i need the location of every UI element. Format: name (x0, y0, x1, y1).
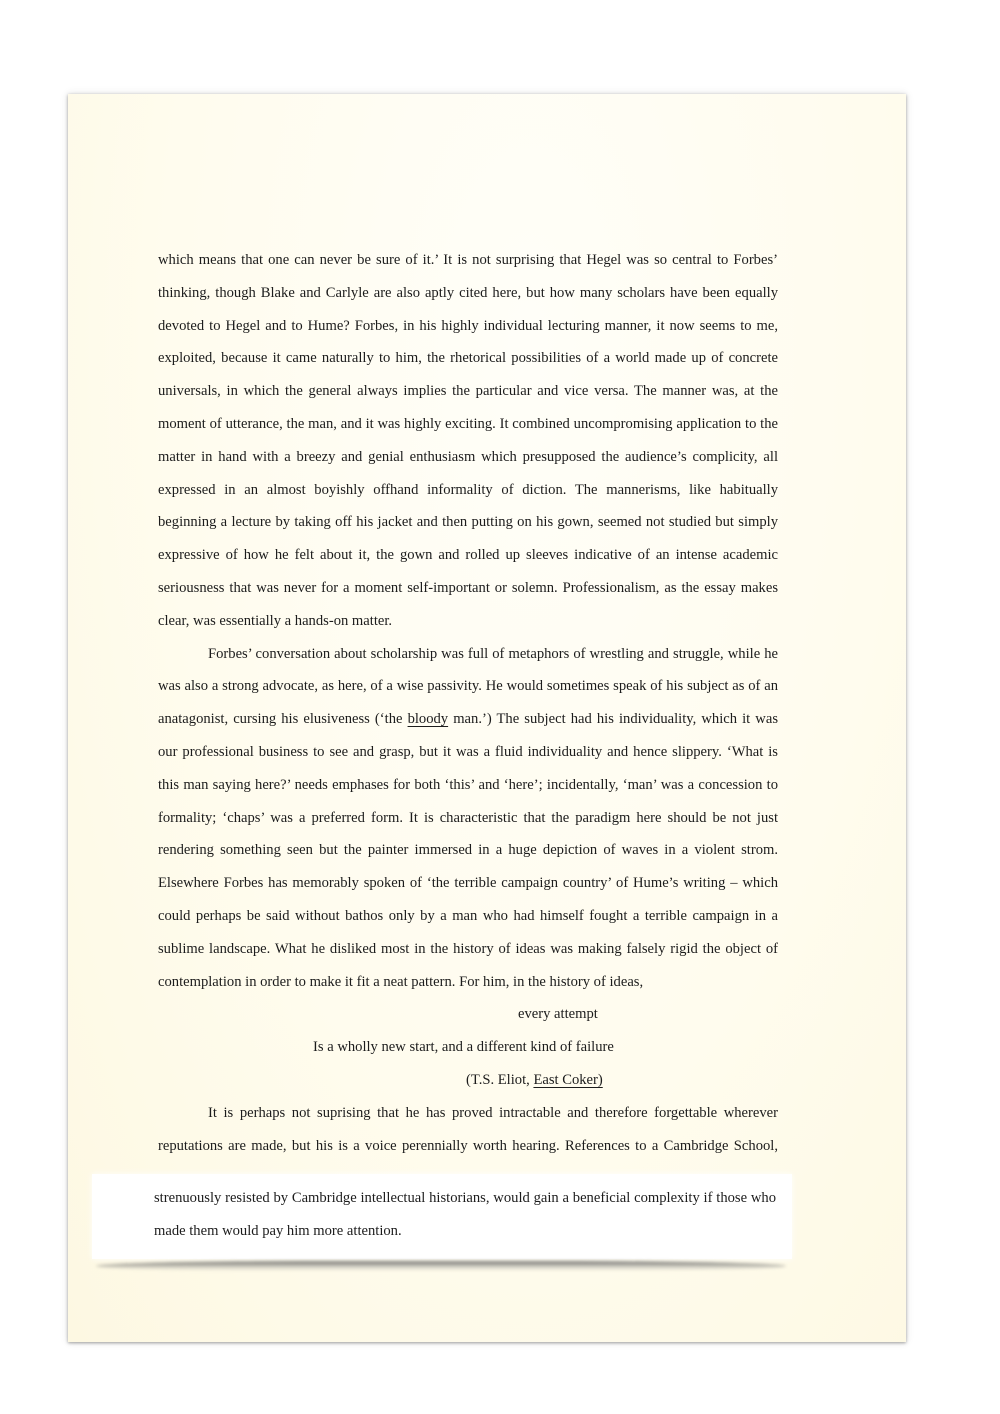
eliot-quotation (158, 998, 778, 1096)
document-page (68, 94, 906, 1342)
paragraph-1: which means that one can never be sure of it.’ It is not surprising that Hegel was so central to Forbes’ thinking, though Blake and Carlyle are also aptly cited here, but how many scholars have been equally devoted to Hegel and to Hume? Forbes, in his highly individual lecturing manner, it now seems to me, exploited, because it came naturally to him, the rhetorical possibilities of a world made up of concrete universals, in which the general always implies the particular and vice versa. The manner was, at the moment of utterance, the man, and it was highly exciting. It combined uncompromising application to the matter in hand with a breezy and genial enthusiasm which presupposed the audience’s complicity, all expressed in an almost boyishly offhand informality of diction. The mannerisms, like habitually beginning a lecture by taking off his jacket and then putting on his gown, seemed not studied but simply expressive of how he felt about it, the gown and rolled up sleeves indicative of an intense academic seriousness that was never for a moment self-important or solemn. Professionalism, as the essay makes clear, was essentially a hands-on matter. (158, 252, 778, 629)
underlined-word: bloody (407, 711, 449, 728)
pasted-paper-strip (92, 1174, 792, 1259)
quote-attribution (158, 1064, 778, 1097)
paragraph-3: It is perhaps not suprising that he has proved intractable and therefore forgettable wherever reputations are made, but his is a voice perennially worth hearing. References to a Cambridge School, (158, 1104, 778, 1154)
attribution-title: East Coker) (533, 1071, 603, 1088)
quote-line-1: every attempt (518, 1006, 598, 1023)
attribution-prefix: (T.S. Eliot, (466, 1071, 534, 1088)
quote-line-2: Is a wholly new start, and a different kind of failure (313, 1039, 614, 1056)
body-text (158, 244, 778, 1162)
pasted-continuation-text: strenuously resisted by Cambridge intellectual historians, would gain a beneficial complexity if those who made them would pay him more attention. (154, 1190, 776, 1239)
paragraph-2-text-a: Forbes’ conversation about scholarship was full of metaphors of wrestling and struggle, while he was also a strong advocate, as here, of a wise passivity. He would sometimes speak of his subject as of an anatagonist, cursing his elusiveness (‘the (158, 645, 778, 728)
paragraph-2-text-b: man.’) The subject had his individuality, which it was our professional business to see and grasp, but it was a fluid individuality and hence slippery. ‘What is this man saying here?’ needs emphases for both ‘this’ and ‘here’; incidentally, ‘man’ was a concession to formality; ‘chaps’ was a preferred form. It is characteristic that the paradigm here should be not just rendering something seen but the painter immersed in a huge depiction of waves in a violent strom. Elsewhere Forbes has memorably spoken of ‘the terrible campaign country’ of Hume’s writing – which could perhaps be said without bathos only by a man who had himself fought a terrible campaign in a sublime landscape. What he disliked most in the history of ideas was making falsely rigid the object of contemplation in order to make it fit a neat pattern. For him, in the history of ideas, (158, 711, 778, 990)
strip-shadow (96, 1261, 786, 1271)
paragraph-2 (158, 638, 778, 999)
